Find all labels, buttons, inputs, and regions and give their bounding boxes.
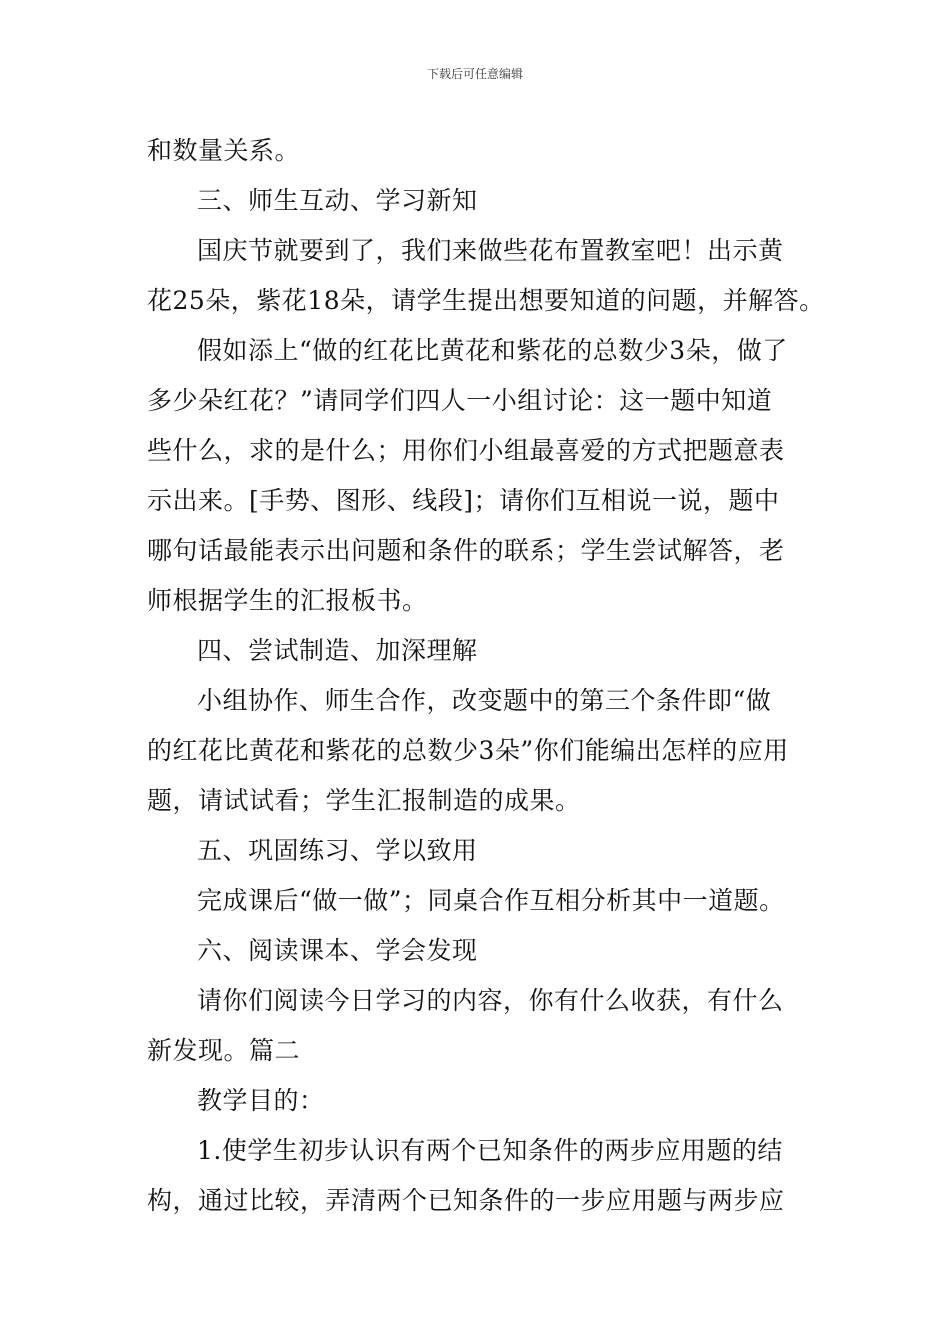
text-line: 假如添上“做的红花比黄花和紫花的总数少3朵，做了 (197, 336, 788, 365)
text-line: 新发现。篇二 (147, 1036, 301, 1065)
text-line: 多少朵红花？”请同学们四人一小组讨论：这一题中知道 (147, 386, 773, 415)
text-line: 些什么，求的是什么；用你们小组最喜爱的方式把题意表 (147, 436, 785, 465)
text-line: 教学目的： (197, 1086, 325, 1115)
text-line: 小组协作、师生合作，改变题中的第三个条件即“做 (197, 686, 772, 715)
page-header (0, 66, 950, 82)
text-line: 哪句话最能表示出问题和条件的联系；学生尝试解答，老 (147, 536, 785, 565)
header-note: 下载后可任意编辑 (426, 67, 523, 81)
text-line: 题，请试试看；学生汇报制造的成果。 (147, 786, 581, 815)
text-line: 构，通过比较，弄清两个已知条件的一步应用题与两步应 (147, 1186, 785, 1215)
text-line: 花25朵，紫花18朵，请学生提出想要知道的问题，并解答。 (147, 286, 825, 315)
text-line: 请你们阅读今日学习的内容，你有什么收获，有什么 (197, 986, 784, 1015)
text-line: 三、师生互动、学习新知 (197, 186, 478, 215)
text-line: 和数量关系。 (147, 136, 301, 165)
text-line: 的红花比黄花和紫花的总数少3朵”你们能编出怎样的应用 (147, 736, 789, 765)
text-line: 六、阅读课本、学会发现 (197, 936, 478, 965)
document-body (147, 126, 825, 1226)
text-line: 师根据学生的汇报板书。 (147, 586, 428, 615)
text-line: 国庆节就要到了，我们来做些花布置教室吧！出示黄 (197, 236, 784, 265)
text-line: 示出来。[手势、图形、线段]；请你们互相说一说，题中 (147, 486, 780, 515)
text-line: 四、尝试制造、加深理解 (197, 636, 478, 665)
text-line: 完成课后“做一做”；同桌合作互相分析其中一道题。 (197, 886, 785, 915)
text-line: 五、巩固练习、学以致用 (197, 836, 478, 865)
text-line: 1.使学生初步认识有两个已知条件的两步应用题的结 (197, 1136, 783, 1165)
